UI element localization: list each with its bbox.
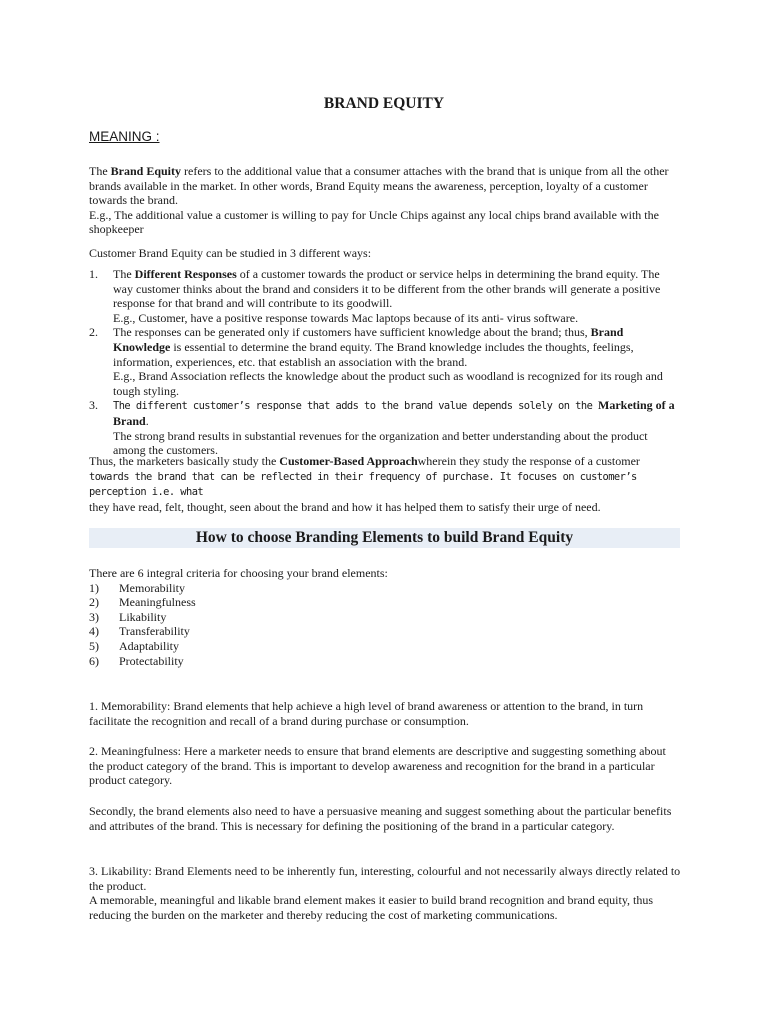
criteria-number: 3) xyxy=(89,609,99,624)
list-example: E.g., Customer, have a positive response towards Mac laptops because of its anti- virus software. xyxy=(113,310,579,325)
page-title: BRAND EQUITY xyxy=(323,95,445,112)
memorability-paragraph: 1. Memorability: Brand elements that help achieve a high level of brand awareness or attention to the brand, in turn facilitate the recognition and recall of a brand during purchase or consumption. xyxy=(89,699,644,728)
criteria-label: Meaningfulness xyxy=(119,595,196,610)
list-item xyxy=(89,267,681,325)
approach-paragraph xyxy=(89,454,681,514)
likability-text: 3. Likability: Brand Elements need to be inherently fun, interesting, colourful and not necessarily always directly related to the product. xyxy=(89,864,681,893)
list-text: The responses can be generated only if customers have sufficient knowledge about the brand; thus, xyxy=(113,325,591,340)
definition-post: refers to the additional value that a consumer attaches with the brand that is unique from all the other brands available in the market. In other words, Brand Equity means the awareness, perception, loyalty of a customer towards the brand. xyxy=(89,164,669,208)
list-item xyxy=(89,581,681,596)
section-heading: How to choose Branding Elements to build Brand Equity xyxy=(195,529,574,546)
list-text: is essential to determine the brand equity. The Brand knowledge includes the thoughts, feelings, information, experiences, etc. that establish an association with the brand. xyxy=(113,339,634,369)
definition-example: E.g., The additional value a customer is willing to pay for Uncle Chips against any local chips brand available with the shopkeeper xyxy=(89,207,659,237)
approach-term: Customer-Based Approach xyxy=(279,454,418,468)
approach-post: they have read, felt, thought, seen about the brand and how it has helped them to satisfy their urge of need. xyxy=(89,499,601,514)
criteria-label: Transferability xyxy=(119,624,190,639)
list-bold-term: Brand Knowledge xyxy=(113,325,624,354)
criteria-label: Memorability xyxy=(119,580,185,595)
list-example: The strong brand results in substantial revenues for the organization and better understanding about the product among the customers. xyxy=(113,428,648,458)
ways-list xyxy=(89,267,681,458)
list-bold-term: Marketing of a Brand xyxy=(113,398,675,428)
list-item xyxy=(89,639,681,654)
list-item xyxy=(89,398,681,457)
criteria-list xyxy=(89,566,681,668)
list-item xyxy=(89,325,681,398)
secondly-paragraph: Secondly, the brand elements also need to have a persuasive meaning and suggest something about the particular benefits and attributes of the brand. This is necessary for defining the positioning of the brand in a particular category. xyxy=(89,804,672,833)
approach-pre: Thus, the marketers basically study the xyxy=(89,454,280,468)
list-text: . xyxy=(145,413,149,428)
list-number: 2. xyxy=(89,325,98,340)
criteria-number: 6) xyxy=(89,653,99,668)
list-item xyxy=(89,595,681,610)
list-text: The xyxy=(113,267,135,281)
criteria-label: Likability xyxy=(119,609,167,624)
criteria-number: 2) xyxy=(89,595,99,610)
list-example: E.g., Brand Association reflects the knowledge about the product such as woodland is recognized for its rough and tough styling. xyxy=(113,369,663,398)
criteria-number: 4) xyxy=(89,624,99,639)
approach-mono: towards the brand that can be reflected in their frequency of purchase. It focuses on customer’s perception i.e. what xyxy=(89,470,637,499)
approach-mid: wherein they study the response of a customer xyxy=(417,454,640,468)
ways-intro: Customer Brand Equity can be studied in 3 different ways: xyxy=(89,246,372,260)
list-text: The different customer’s response that adds to the brand value depends solely on the xyxy=(113,400,598,413)
likability-text-2: A memorable, meaningful and likable brand element makes it easier to build brand recognition and brand equity, thus reducing the burden on the marketer and thereby reducing the cost of marketing communications. xyxy=(89,893,654,922)
list-text: of a customer towards the product or service helps in determining the brand equity. The way customer thinks about the brand and considers it to be different from the other brands will generate a positive response for that brand and will contribute to its goodwill. xyxy=(113,267,661,311)
criteria-number: 5) xyxy=(89,638,99,653)
intro-definition xyxy=(89,164,681,237)
likability-paragraph xyxy=(89,864,681,922)
criteria-intro: There are 6 integral criteria for choosing your brand elements: xyxy=(89,566,388,580)
definition-pre: The xyxy=(89,164,111,178)
brand-equity-term: Brand Equity xyxy=(110,164,182,178)
criteria-number: 1) xyxy=(89,580,99,595)
meaning-heading: MEANING : xyxy=(89,129,160,144)
list-item xyxy=(89,624,681,639)
meaningfulness-paragraph: 2. Meaningfulness: Here a marketer needs to ensure that brand elements are descriptive and suggesting something about the product category of the brand. This is important to develop awareness and recognition for the brand in a particular product category. xyxy=(89,744,666,788)
list-number: 1. xyxy=(89,267,98,281)
list-bold-term: Different Responses xyxy=(134,267,237,281)
criteria-label: Protectability xyxy=(119,653,184,668)
list-item xyxy=(89,654,681,669)
list-item xyxy=(89,610,681,625)
criteria-label: Adaptability xyxy=(119,638,179,653)
definition-paragraph xyxy=(89,164,681,208)
list-number: 3. xyxy=(89,398,98,413)
